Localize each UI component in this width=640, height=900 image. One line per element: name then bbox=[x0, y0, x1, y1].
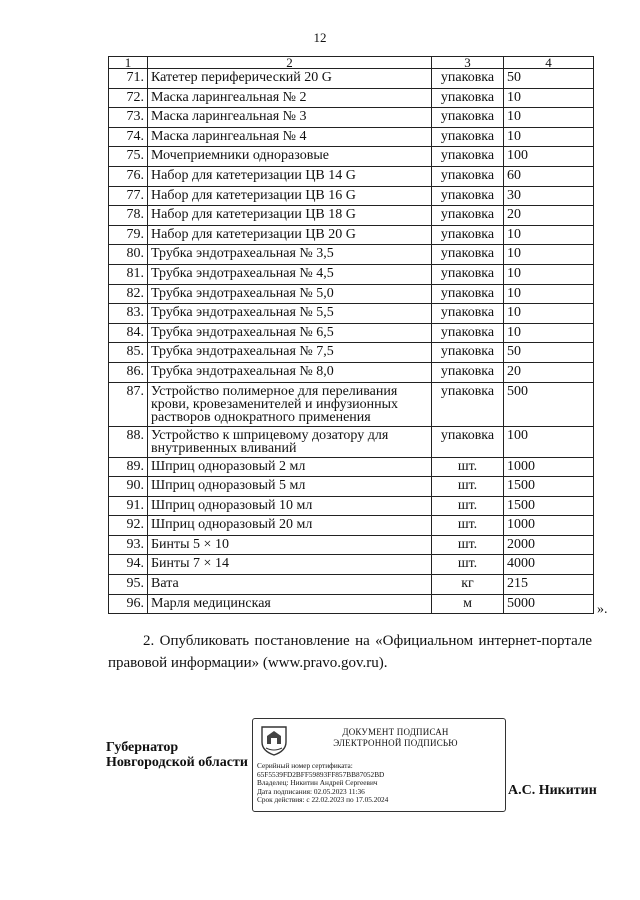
item-unit: упаковка bbox=[432, 426, 504, 457]
item-quantity: 500 bbox=[504, 382, 594, 426]
row-number: 81. bbox=[109, 264, 148, 284]
item-unit: упаковка bbox=[432, 343, 504, 363]
item-name: Катетер периферический 20 G bbox=[148, 69, 432, 89]
item-name: Набор для катетеризации ЦВ 18 G bbox=[148, 206, 432, 226]
item-name: Набор для катетеризации ЦВ 14 G bbox=[148, 166, 432, 186]
item-unit: шт. bbox=[432, 535, 504, 555]
table-row bbox=[109, 304, 594, 324]
header-col-1: 1 bbox=[109, 57, 148, 69]
item-unit: упаковка bbox=[432, 323, 504, 343]
table-row bbox=[109, 457, 594, 477]
table-row bbox=[109, 225, 594, 245]
row-number: 88. bbox=[109, 426, 148, 457]
table-row bbox=[109, 477, 594, 497]
item-quantity: 60 bbox=[504, 166, 594, 186]
item-unit: упаковка bbox=[432, 206, 504, 226]
item-quantity: 10 bbox=[504, 264, 594, 284]
item-name: Трубка эндотрахеальная № 8,0 bbox=[148, 362, 432, 382]
row-number: 72. bbox=[109, 88, 148, 108]
item-quantity: 215 bbox=[504, 575, 594, 595]
stamp-cert-number: 65F5539FD2BFF59893FF857BB87052BD bbox=[257, 769, 385, 779]
item-name: Трубка эндотрахеальная № 6,5 bbox=[148, 323, 432, 343]
item-name: Мочеприемники одноразовые bbox=[148, 147, 432, 167]
item-quantity: 4000 bbox=[504, 555, 594, 575]
closing-quote: ». bbox=[597, 602, 608, 617]
item-quantity: 30 bbox=[504, 186, 594, 206]
item-quantity: 10 bbox=[504, 225, 594, 245]
row-number: 76. bbox=[109, 166, 148, 186]
item-unit: шт. bbox=[432, 457, 504, 477]
row-number: 77. bbox=[109, 186, 148, 206]
item-name: Шприц одноразовый 5 мл bbox=[148, 477, 432, 497]
table-row bbox=[109, 206, 594, 226]
row-number: 83. bbox=[109, 304, 148, 324]
item-quantity: 20 bbox=[504, 206, 594, 226]
coat-of-arms-icon bbox=[259, 724, 289, 756]
item-quantity: 50 bbox=[504, 69, 594, 89]
table-row bbox=[109, 127, 594, 147]
table-row bbox=[109, 186, 594, 206]
item-unit: шт. bbox=[432, 555, 504, 575]
table-header-row bbox=[109, 57, 594, 69]
stamp-title: ДОКУМЕНТ ПОДПИСАН ЭЛЕКТРОННОЙ ПОДПИСЬЮ bbox=[333, 727, 458, 748]
item-name: Устройство полимерное для переливания крови, кровезаменителей и инфузионных растворов однократного применения bbox=[148, 382, 432, 426]
item-name: Набор для катетеризации ЦВ 20 G bbox=[148, 225, 432, 245]
item-quantity: 10 bbox=[504, 108, 594, 128]
table-row bbox=[109, 555, 594, 575]
item-name: Набор для катетеризации ЦВ 16 G bbox=[148, 186, 432, 206]
item-name: Маска ларингеальная № 3 bbox=[148, 108, 432, 128]
row-number: 73. bbox=[109, 108, 148, 128]
row-number: 71. bbox=[109, 69, 148, 89]
row-number: 84. bbox=[109, 323, 148, 343]
table-row bbox=[109, 284, 594, 304]
table-row bbox=[109, 245, 594, 265]
table-row bbox=[109, 147, 594, 167]
e-signature-stamp bbox=[252, 718, 506, 812]
item-quantity: 50 bbox=[504, 343, 594, 363]
page-number: 12 bbox=[313, 30, 327, 45]
item-unit: шт. bbox=[432, 477, 504, 497]
item-unit: упаковка bbox=[432, 284, 504, 304]
row-number: 90. bbox=[109, 477, 148, 497]
item-name: Шприц одноразовый 20 мл bbox=[148, 516, 432, 536]
stamp-signed-date: Дата подписания: 02.05.2023 11:36 bbox=[257, 786, 365, 796]
item-name: Трубка эндотрахеальная № 5,5 bbox=[148, 304, 432, 324]
item-unit: упаковка bbox=[432, 186, 504, 206]
item-name: Трубка эндотрахеальная № 7,5 bbox=[148, 343, 432, 363]
publication-paragraph: 2. Опубликовать постановление на «Официальном интернет-портале правовой информации» (www.pravo.gov.ru). bbox=[108, 633, 592, 671]
table-row bbox=[109, 166, 594, 186]
item-unit: упаковка bbox=[432, 108, 504, 128]
stamp-details bbox=[257, 762, 388, 805]
item-unit: упаковка bbox=[432, 127, 504, 147]
item-name: Трубка эндотрахеальная № 3,5 bbox=[148, 245, 432, 265]
table-row bbox=[109, 516, 594, 536]
item-quantity: 1000 bbox=[504, 516, 594, 536]
row-number: 86. bbox=[109, 362, 148, 382]
table-row bbox=[109, 382, 594, 426]
items-table bbox=[108, 56, 594, 614]
item-unit: упаковка bbox=[432, 362, 504, 382]
role-line-2: Новгородской области bbox=[106, 755, 248, 770]
table-row bbox=[109, 535, 594, 555]
stamp-cert-label: Серийный номер сертификата: bbox=[257, 761, 353, 770]
row-number: 92. bbox=[109, 516, 148, 536]
item-quantity: 5000 bbox=[504, 594, 594, 614]
item-unit: упаковка bbox=[432, 382, 504, 426]
item-name: Устройство к шприцевому дозатору для внутривенных вливаний bbox=[148, 426, 432, 457]
item-unit: упаковка bbox=[432, 147, 504, 167]
item-unit: шт. bbox=[432, 516, 504, 536]
item-name: Трубка эндотрахеальная № 4,5 bbox=[148, 264, 432, 284]
row-number: 75. bbox=[109, 147, 148, 167]
item-unit: кг bbox=[432, 575, 504, 595]
item-unit: упаковка bbox=[432, 88, 504, 108]
row-number: 93. bbox=[109, 535, 148, 555]
row-number: 87. bbox=[109, 382, 148, 426]
stamp-validity: Срок действия: с 22.02.2023 по 17.05.2024 bbox=[257, 795, 389, 805]
row-number: 74. bbox=[109, 127, 148, 147]
item-name: Бинты 7 × 14 bbox=[148, 555, 432, 575]
table-row bbox=[109, 496, 594, 516]
item-quantity: 1500 bbox=[504, 496, 594, 516]
item-quantity: 2000 bbox=[504, 535, 594, 555]
row-number: 91. bbox=[109, 496, 148, 516]
table-row bbox=[109, 323, 594, 343]
row-number: 94. bbox=[109, 555, 148, 575]
item-quantity: 10 bbox=[504, 88, 594, 108]
item-unit: м bbox=[432, 594, 504, 614]
item-quantity: 20 bbox=[504, 362, 594, 382]
item-unit: шт. bbox=[432, 496, 504, 516]
item-quantity: 1000 bbox=[504, 457, 594, 477]
item-unit: упаковка bbox=[432, 225, 504, 245]
item-name: Маска ларингеальная № 4 bbox=[148, 127, 432, 147]
header-col-3: 3 bbox=[432, 57, 504, 69]
item-quantity: 100 bbox=[504, 426, 594, 457]
item-quantity: 10 bbox=[504, 245, 594, 265]
item-name: Вата bbox=[148, 575, 432, 595]
item-unit: упаковка bbox=[432, 245, 504, 265]
row-number: 85. bbox=[109, 343, 148, 363]
item-name: Бинты 5 × 10 bbox=[148, 535, 432, 555]
row-number: 78. bbox=[109, 206, 148, 226]
table-row bbox=[109, 594, 594, 614]
item-unit: упаковка bbox=[432, 304, 504, 324]
row-number: 80. bbox=[109, 245, 148, 265]
table-row bbox=[109, 108, 594, 128]
item-quantity: 10 bbox=[504, 284, 594, 304]
item-quantity: 1500 bbox=[504, 477, 594, 497]
row-number: 95. bbox=[109, 575, 148, 595]
table-row bbox=[109, 343, 594, 363]
item-name: Марля медицинская bbox=[148, 594, 432, 614]
row-number: 79. bbox=[109, 225, 148, 245]
item-unit: упаковка bbox=[432, 166, 504, 186]
item-unit: упаковка bbox=[432, 69, 504, 89]
item-quantity: 10 bbox=[504, 304, 594, 324]
table-row bbox=[109, 575, 594, 595]
table-row bbox=[109, 426, 594, 457]
role-line-1: Губернатор bbox=[106, 740, 179, 755]
signatory-name: А.С. Никитин bbox=[508, 783, 597, 798]
item-unit: упаковка bbox=[432, 264, 504, 284]
item-name: Маска ларингеальная № 2 bbox=[148, 88, 432, 108]
row-number: 96. bbox=[109, 594, 148, 614]
row-number: 82. bbox=[109, 284, 148, 304]
table-row bbox=[109, 88, 594, 108]
item-quantity: 10 bbox=[504, 127, 594, 147]
stamp-owner: Владелец: Никитин Андрей Сергеевич bbox=[257, 778, 378, 788]
item-name: Шприц одноразовый 2 мл bbox=[148, 457, 432, 477]
item-quantity: 100 bbox=[504, 147, 594, 167]
item-name: Шприц одноразовый 10 мл bbox=[148, 496, 432, 516]
table-row bbox=[109, 362, 594, 382]
table-row bbox=[109, 264, 594, 284]
header-col-4: 4 bbox=[504, 57, 594, 69]
row-number: 89. bbox=[109, 457, 148, 477]
header-col-2: 2 bbox=[148, 57, 432, 69]
item-name: Трубка эндотрахеальная № 5,0 bbox=[148, 284, 432, 304]
table-row bbox=[109, 69, 594, 89]
signatory-role bbox=[106, 740, 248, 770]
item-quantity: 10 bbox=[504, 323, 594, 343]
